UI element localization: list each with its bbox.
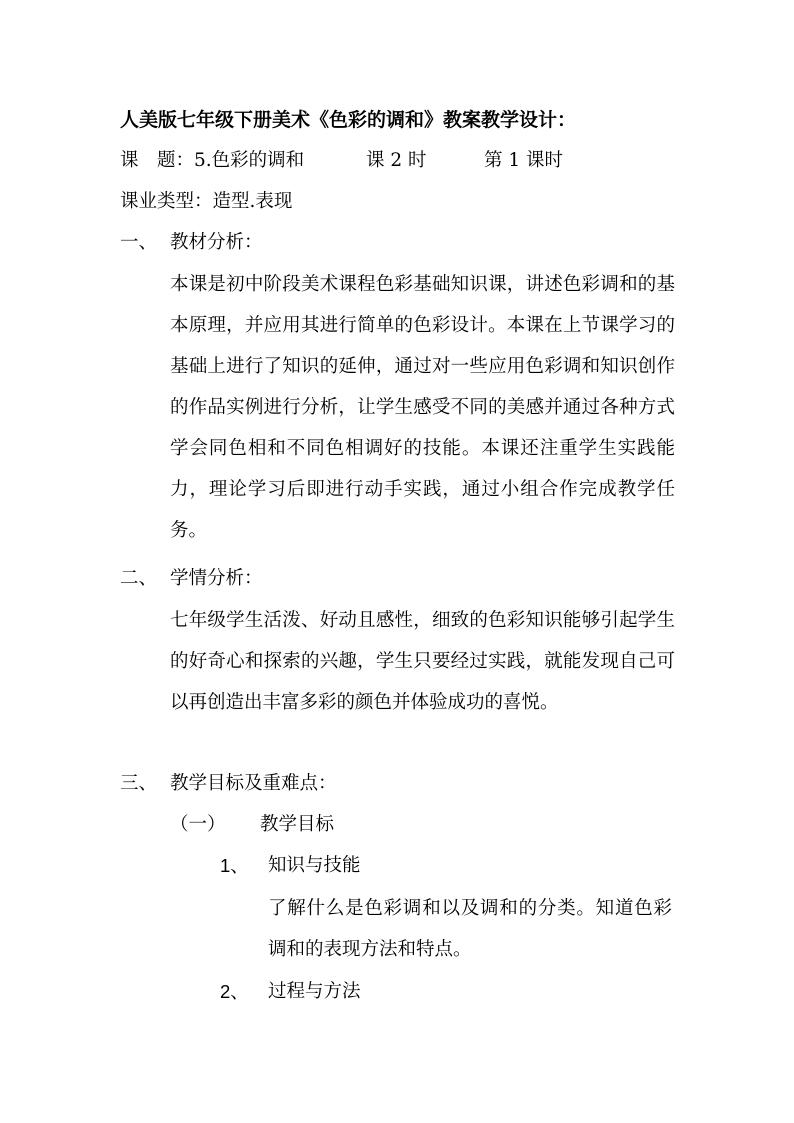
subsection-heading	[170, 812, 335, 838]
section-number: 三、	[120, 773, 158, 794]
item-number: 1、	[220, 855, 249, 876]
section-paragraph-2: 七年级学生活泼、好动且感性，细致的色彩知识能够引起学生的好奇心和探索的兴趣，学生只要经过实践，就能发现自己可以再创造出丰富多彩的颜色并体验成功的喜悦。	[170, 610, 675, 713]
course-type: 课业类型：造型.表现	[120, 191, 293, 212]
item-number: 2、	[220, 981, 249, 1002]
section-title: 教材分析：	[170, 232, 263, 253]
section-number: 二、	[120, 568, 158, 589]
item-heading-2	[220, 979, 361, 1006]
section-heading-2	[120, 566, 263, 592]
course-session: 第 1 课时	[484, 150, 564, 171]
section-title: 教学目标及重难点：	[170, 773, 337, 794]
section-number: 一、	[120, 232, 158, 253]
subsection-title: 教学目标	[260, 814, 335, 835]
item-paragraph-1: 了解什么是色彩调和以及调和的分类。知道色彩调和的表现方法和特点。	[268, 898, 672, 960]
document-title: 人美版七年级下册美术《色彩的调和》教案教学设计：	[120, 109, 577, 131]
course-line	[120, 148, 564, 174]
item-title: 过程与方法	[268, 981, 361, 1002]
course-topic: 5.色彩的调和	[194, 150, 305, 171]
section-heading-1	[120, 230, 263, 256]
course-hours: 课 2 时	[366, 150, 427, 171]
item-title: 知识与技能	[268, 855, 361, 876]
section-title: 学情分析：	[170, 568, 263, 589]
section-paragraph-1: 本课是初中阶段美术课程色彩基础知识课，讲述色彩调和的基本原理，并应用其进行简单的色彩设计。本课在上节课学习的基础上进行了知识的延伸，通过对一些应用色彩调和知识创作的作品实例进行分析，让学生感受不同的美感并通过各种方式学会同色相和不同色相调好的技能。本课还注重学生实践能力，理论学习后即进行动手实践，通过小组合作完成教学任务。	[170, 274, 675, 541]
course-label: 课 题：	[120, 150, 195, 171]
item-heading-1	[220, 853, 361, 880]
section-heading-3	[120, 771, 337, 797]
subsection-number: （一）	[170, 814, 226, 835]
